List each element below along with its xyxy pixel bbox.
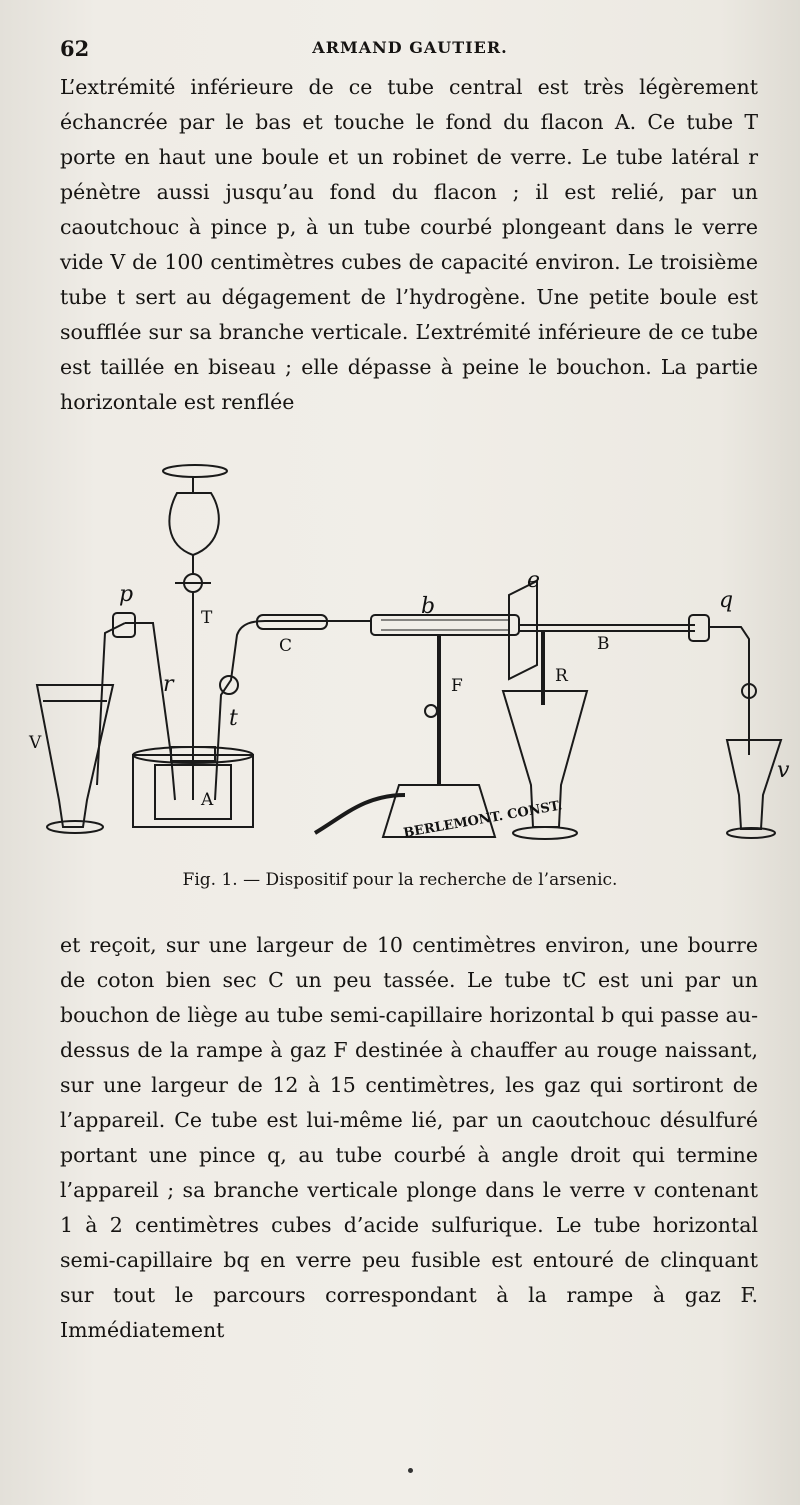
running-title: ARMAND GAUTIER. (312, 38, 508, 57)
label-p: p (119, 582, 134, 607)
apparatus-figure (25, 455, 795, 855)
burner-stamp: BERLEMONT. CONST. (402, 798, 564, 842)
label-T: T (201, 608, 213, 628)
pinch-q (689, 615, 709, 641)
label-C: C (279, 636, 293, 656)
body-text-bottom (60, 928, 758, 1348)
label-e: e (527, 568, 541, 593)
funnel-top (163, 465, 227, 477)
label-V: V (29, 733, 42, 753)
running-head (60, 36, 760, 62)
ink-speck (408, 1468, 413, 1473)
label-v: v (777, 758, 790, 783)
label-b: b (421, 594, 436, 619)
pinch-p (113, 613, 135, 637)
tube-t-bulb (220, 676, 238, 694)
label-t: t (229, 706, 238, 731)
page-number: 62 (60, 36, 90, 61)
gas-hose (315, 795, 405, 833)
body-text-top (60, 70, 758, 420)
label-r: r (163, 672, 174, 697)
label-F: F (451, 676, 463, 696)
tube-to-v (97, 623, 125, 785)
tube-b-jacket (371, 615, 519, 635)
glass-small-v (727, 740, 781, 829)
paragraph: et reçoit, sur une largeur de 10 centimètres environ, une bourre de coton bien sec C un peu tassée. Le tube tC est uni par un bouchon de liège au tube semi-capillaire horizontal b qui passe au-dessus de la rampe à gaz F destinée à chauffer au rouge naissant, sur une largeur de 12 à 15 centimètres, les gaz qui sortiront de l’appareil. Ce tube est lui-même lié, par un caoutchouc désulfuré portant une pince q, au tube courbé à angle droit qui termine l’appareil ; sa branche verticale plonge dans le verre v contenant 1 à 2 centimètres cubes d’acide sulfurique. Le tube horizontal semi-capillaire bq en verre peu fusible est entouré de clinquant sur tout le parcours correspondant à la rampe à gaz F. Immédiatement (60, 933, 758, 1342)
figure-labels (28, 568, 790, 841)
arsenic-apparatus-illustration (25, 455, 795, 855)
label-q: q (719, 588, 734, 613)
figure-caption: Fig. 1. — Dispositif pour la recherche de l’arsenic. (182, 870, 618, 890)
label-A: A (201, 790, 214, 810)
label-B: B (597, 634, 610, 654)
t-bulb (169, 493, 218, 555)
label-R: R (555, 666, 568, 686)
paragraph: L’extrémité inférieure de ce tube central est très légèrement échancrée par le bas et touche le fond du flacon A. Ce tube T porte en haut une boule et un robinet de verre. Le tube latéral r pénètre aussi jusqu’au fond du flacon ; il est relié, par un caoutchouc à pince p, à un tube courbé plongeant dans le verre vide V de 100 centimètres cubes de capacité environ. Le troisième tube t sert au dégagement de l’hydrogène. Une petite boule est soufflée sur sa branche verticale. L’extrémité inférieure de ce tube est taillée en biseau ; elle dépasse à peine le bouchon. La partie horizontale est renflée (60, 75, 758, 414)
